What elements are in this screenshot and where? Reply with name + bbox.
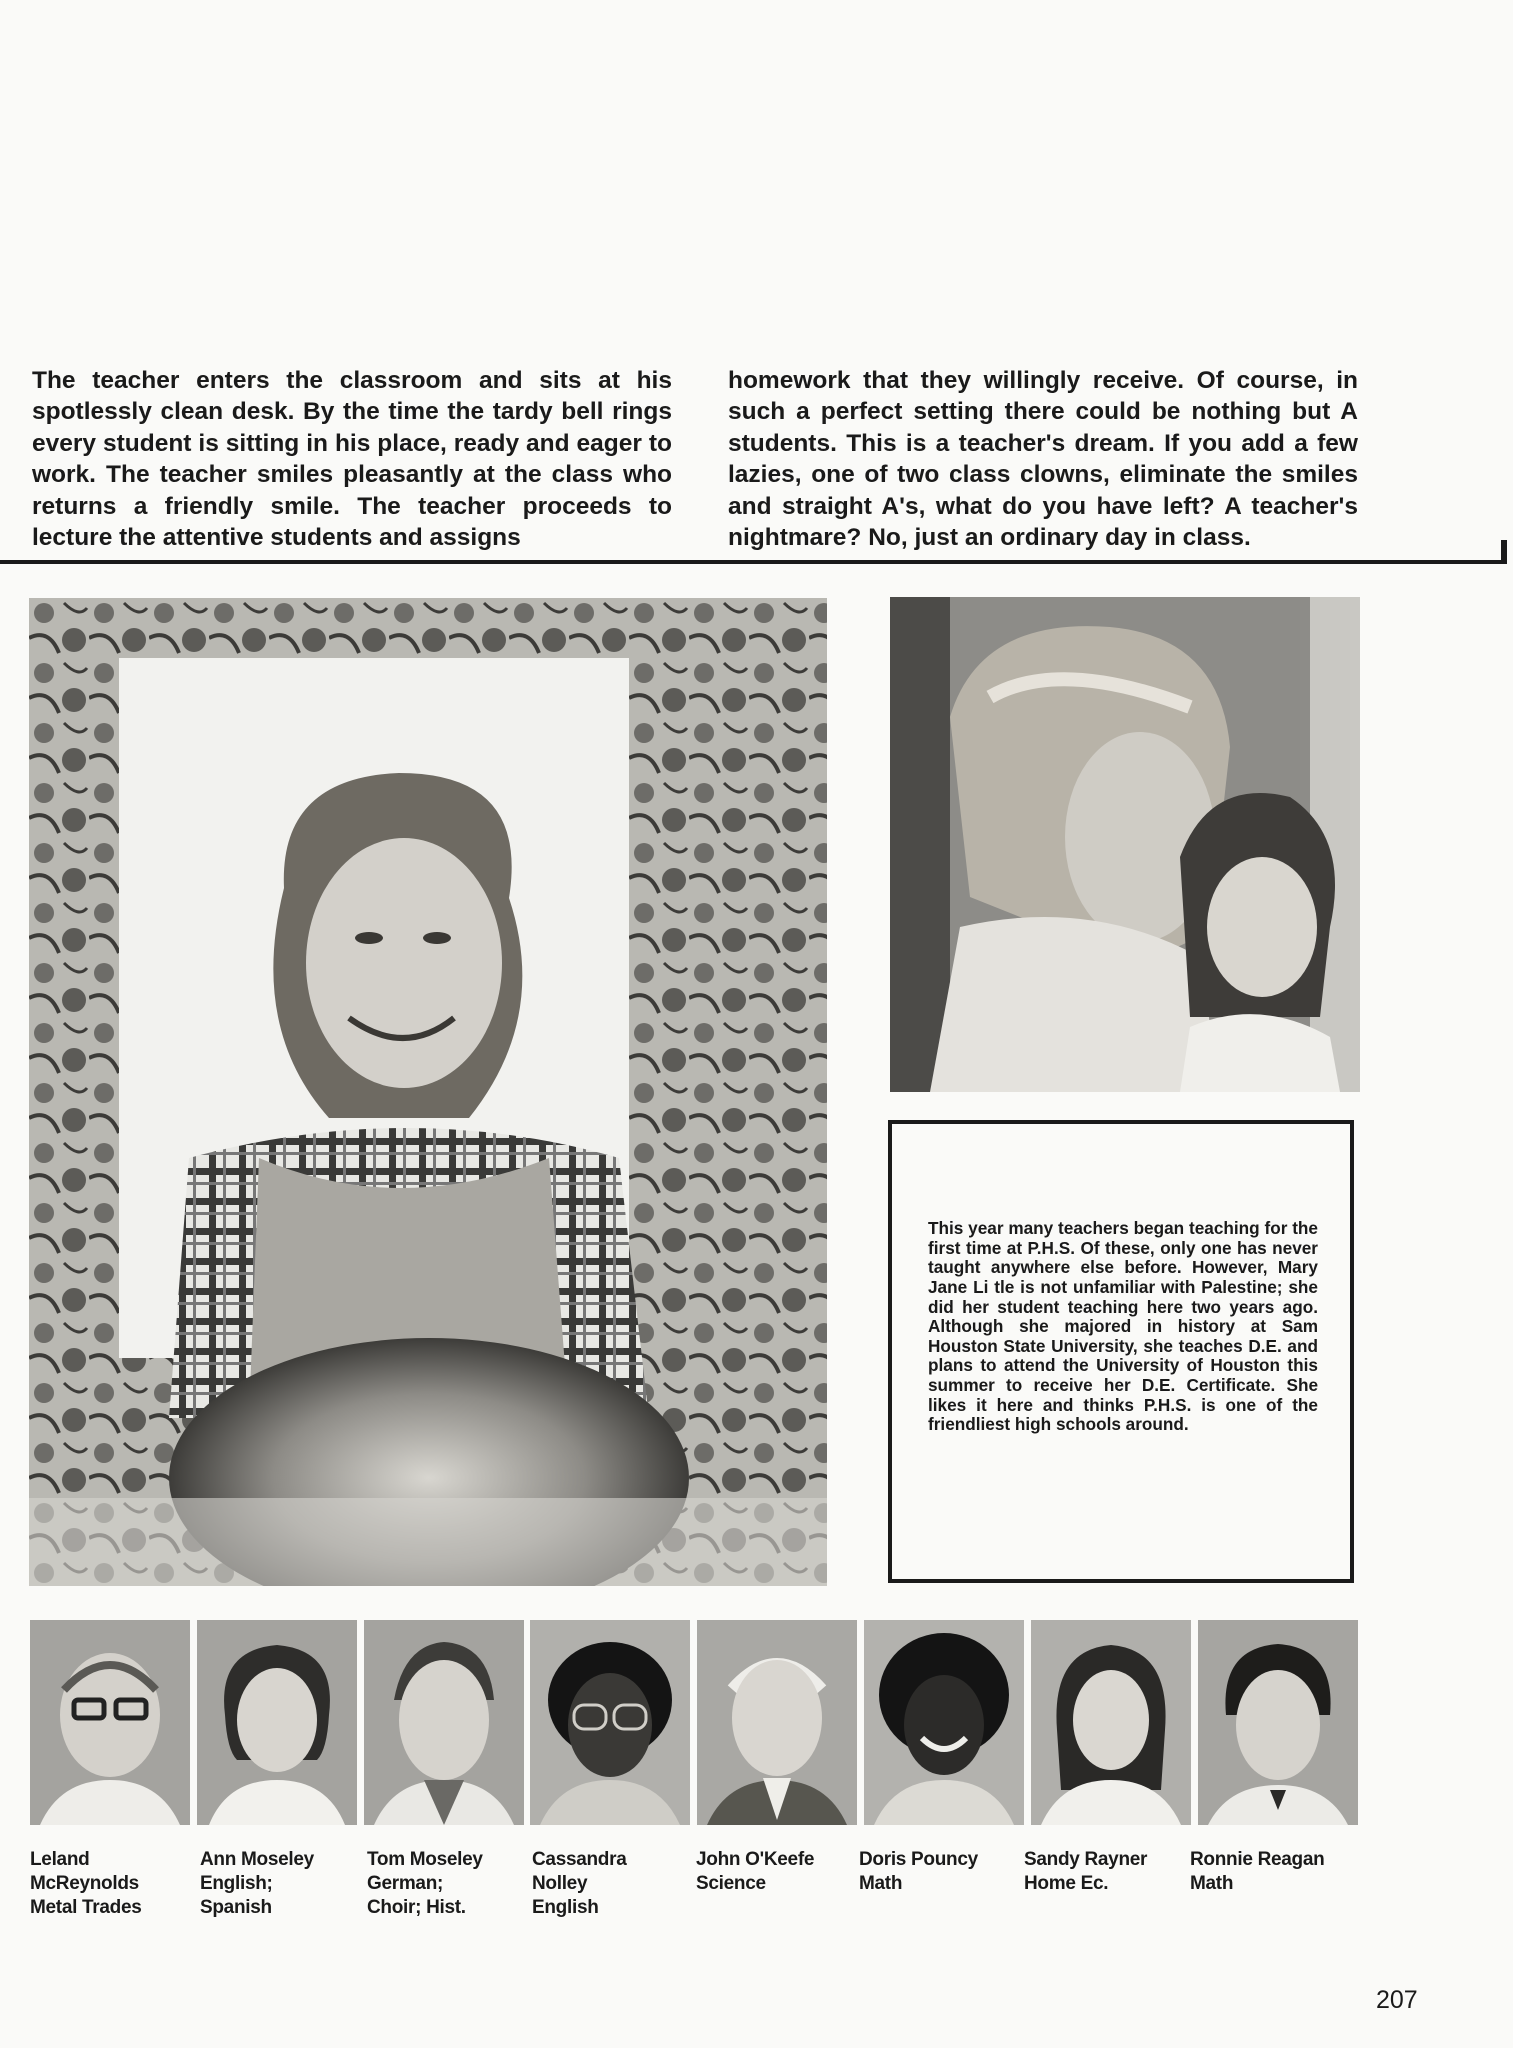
teacher-name-line: Leland	[30, 1849, 90, 1870]
name-ronnie-reagan	[1190, 1848, 1350, 1896]
portrait-cassandra-nolley	[530, 1620, 690, 1825]
teacher-subject: Metal Trades	[30, 1897, 142, 1918]
name-tom-moseley	[367, 1848, 527, 1920]
name-doris-pouncy	[859, 1848, 1019, 1896]
portrait-doris-pouncy	[864, 1620, 1024, 1825]
teacher-subject: Home Ec.	[1024, 1873, 1109, 1894]
teacher-subject: Math	[859, 1873, 903, 1894]
teacher-subject: Science	[696, 1873, 766, 1894]
teacher-name-line: Cassandra	[532, 1849, 627, 1870]
feature-caption-box	[888, 1120, 1354, 1583]
students-photo	[890, 597, 1360, 1092]
teacher-name-line: Ann Moseley	[200, 1849, 314, 1870]
portrait-tom-moseley	[364, 1620, 524, 1825]
teacher-subject: Spanish	[200, 1897, 272, 1918]
name-cassandra-nolley	[532, 1848, 692, 1920]
intro-text-right: homework that they willingly receive. Of course, in such a perfect setting there could be nothing but A students. This is a teacher's dream. If you add a few lazies, one of two class clowns, eliminate the smiles and straight A's, what do you have left? A teacher's nightmare? No, just an ordinary day in class.	[728, 366, 1358, 551]
portrait-john-okeefe	[697, 1620, 857, 1825]
teacher-subject: English	[532, 1897, 599, 1918]
section-divider	[0, 560, 1503, 564]
portrait-sandy-rayner	[1031, 1620, 1191, 1825]
divider-edge-mark	[1501, 540, 1507, 564]
portrait-ronnie-reagan	[1198, 1620, 1358, 1825]
name-ann-moseley	[200, 1848, 360, 1920]
teacher-name-line: Doris Pouncy	[859, 1849, 978, 1870]
name-leland-mcreynolds	[30, 1848, 190, 1920]
teacher-name-line: Tom Moseley	[367, 1849, 483, 1870]
feature-caption-text: This year many teachers began teaching for the first time at P.H.S. Of these, only one has never taught anywhere else before. However, Mary Jane Li tle is not unfamiliar with Palestine; she did her student teaching here two years ago. Although she majored in history at Sam Houston State University, she teaches D.E. and plans to attend the University of Houston this summer to receive her D.E. Certificate. She likes it here and thinks P.H.S. is one of the friendliest high schools around.	[928, 1218, 1318, 1435]
teacher-subject: Choir; Hist.	[367, 1897, 466, 1918]
faculty-portrait-row	[30, 1620, 1358, 1825]
teacher-subject: German;	[367, 1873, 444, 1894]
teacher-name-line: Nolley	[532, 1873, 588, 1894]
teacher-name-line: Sandy Rayner	[1024, 1849, 1148, 1870]
portrait-leland-mcreynolds	[30, 1620, 190, 1825]
name-sandy-rayner	[1024, 1848, 1184, 1896]
teacher-name-line: Ronnie Reagan	[1190, 1849, 1325, 1870]
intro-text-left: The teacher enters the classroom and sits at his spotlessly clean desk. By the time the tardy bell rings every student is sitting in his place, ready and eager to work. The teacher smiles pleasantly at the class who returns a friendly smile. The teacher proceeds to lecture the attentive students and assigns	[32, 366, 672, 551]
teacher-subject: English;	[200, 1873, 273, 1894]
teacher-subject: Math	[1190, 1873, 1234, 1894]
faculty-name-list	[30, 1848, 1370, 1928]
name-john-okeefe	[696, 1848, 856, 1896]
teacher-name-line: McReynolds	[30, 1873, 139, 1894]
teacher-name-line: John O'Keefe	[696, 1849, 815, 1870]
portrait-ann-moseley	[197, 1620, 357, 1825]
page-number: 207	[1376, 1986, 1418, 2014]
teacher-feature-photo	[29, 598, 827, 1586]
